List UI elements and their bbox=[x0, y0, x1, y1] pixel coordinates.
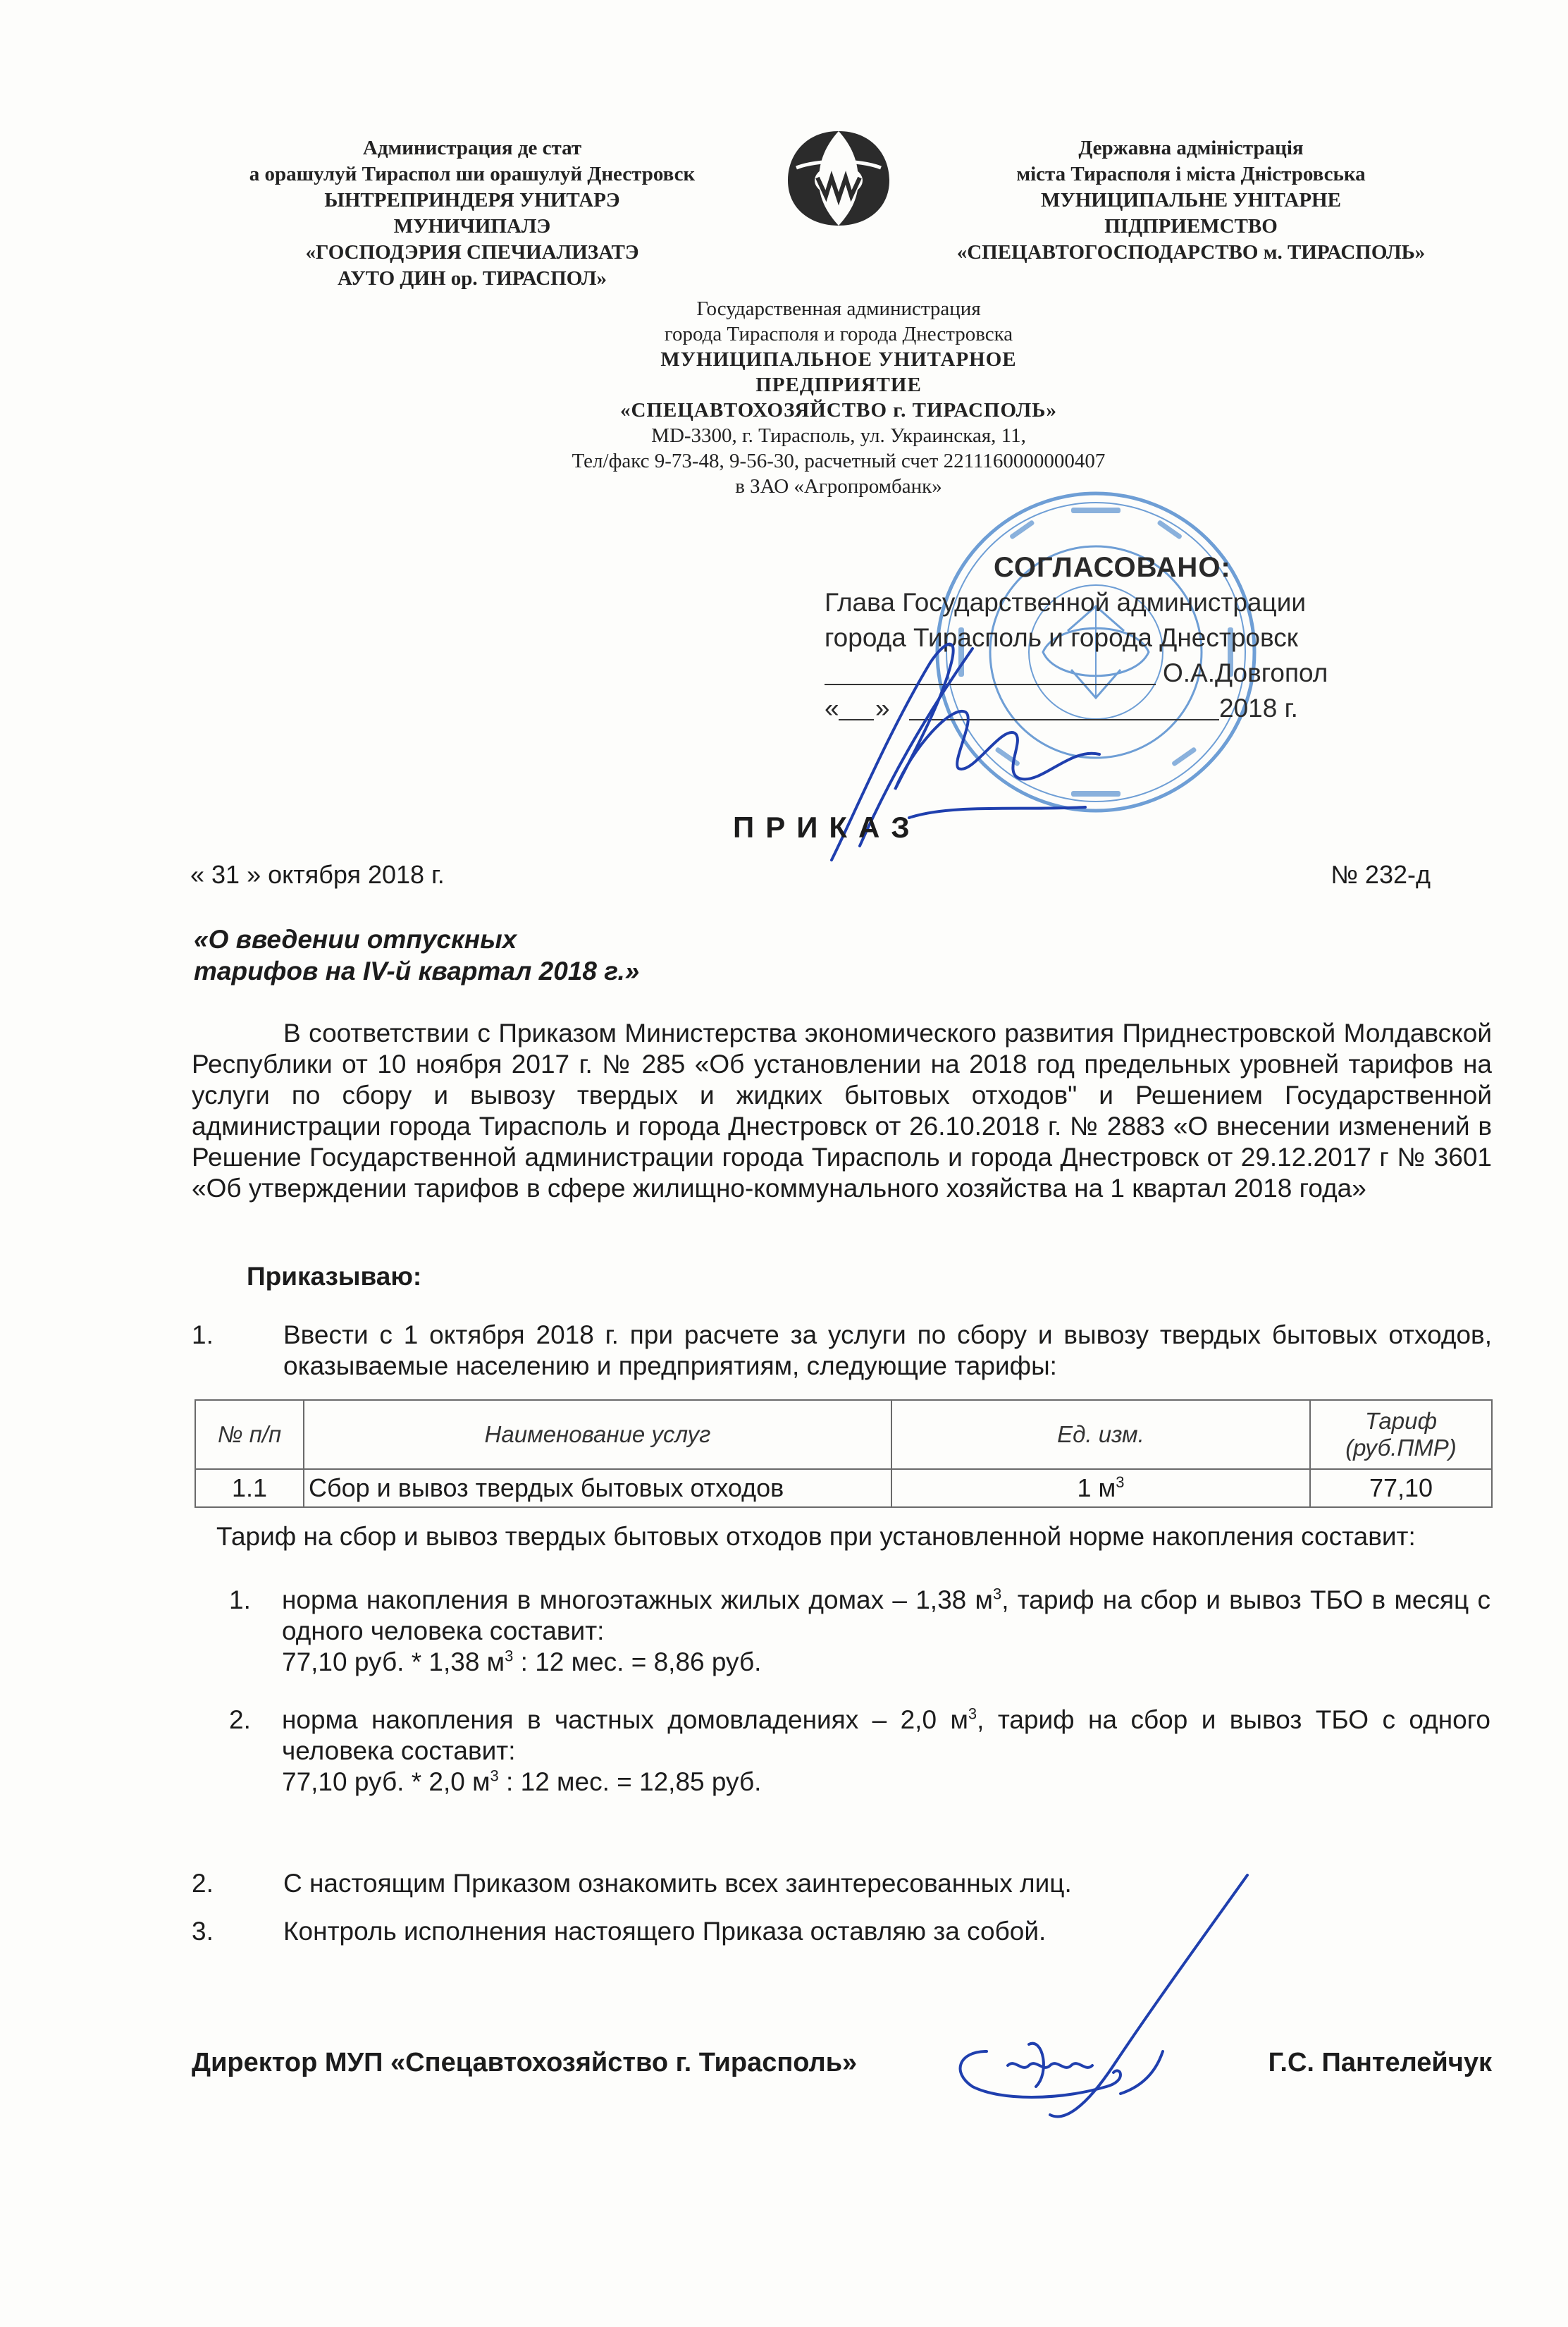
director-position: Директор МУП «Спецавтохозяйство г. Тирасполь» bbox=[192, 2048, 858, 2077]
sub-item-2-calc bbox=[282, 1767, 1490, 1798]
sub-item-2-number: 2. bbox=[229, 1705, 251, 1734]
row-service-name: Сбор и вывоз твердых бытовых отходов bbox=[304, 1469, 891, 1507]
approval-position-line2: города Тирасполь и города Днестровск bbox=[825, 623, 1298, 652]
order-number: № 232-д bbox=[1331, 860, 1431, 889]
sub-item-2-sup: 3 bbox=[968, 1705, 977, 1723]
header-service-name: Наименование услуг bbox=[304, 1400, 891, 1469]
sub-item-1-number: 1. bbox=[229, 1585, 251, 1614]
order-item-1-text: Ввести с 1 октября 2018 г. при расчете за услуги по сбору и вывозу твердых бытовых отходов, оказываемые населению и предприятиям, следующие тарифы: bbox=[283, 1320, 1492, 1380]
subject-line1: «О введении отпускных bbox=[194, 925, 517, 954]
row-number: 1.1 bbox=[195, 1469, 304, 1507]
sub-item-2-text-a: норма накопления в частных домовладениях – 2,0 м bbox=[282, 1705, 968, 1734]
header-center-address: MD-3300, г. Тирасполь, ул. Украинская, 11, bbox=[651, 424, 1026, 447]
order-item-3-text: Контроль исполнения настоящего Приказа оставляю за собой. bbox=[283, 1917, 1047, 1946]
approval-position-line1: Глава Государственной администрации bbox=[825, 588, 1307, 617]
sub-item-2 bbox=[229, 1705, 1490, 1798]
header-left-line4: МУНИЧИПАЛЭ bbox=[393, 215, 551, 238]
letterhead-russian bbox=[423, 296, 1254, 499]
approval-date-close-quote: » bbox=[875, 694, 890, 723]
company-logo-icon bbox=[782, 125, 895, 231]
letterhead-ukrainian bbox=[881, 135, 1501, 266]
approval-year: 2018 г. bbox=[1219, 694, 1298, 723]
row-unit-superscript: 3 bbox=[1116, 1473, 1125, 1491]
header-unit: Ед. изм. bbox=[891, 1400, 1310, 1469]
order-item-3 bbox=[192, 1916, 1492, 1947]
header-left-line5: «ГОСПОДЭРИЯ СПЕЧИАЛИЗАТЭ bbox=[305, 241, 639, 264]
header-center-line2: города Тирасполя и города Днестровска bbox=[664, 323, 1013, 345]
approval-signer-name: О.А.Довгопол bbox=[1163, 658, 1328, 687]
header-right-line3: МУНИЦИПАЛЬНЕ УНІТАРНЕ bbox=[1041, 189, 1341, 211]
header-center-line4: ПРЕДПРИЯТИЕ bbox=[755, 374, 922, 396]
order-item-2-number: 2. bbox=[192, 1869, 214, 1898]
header-right-line4: ПІДПРИЕМСТВО bbox=[1104, 215, 1278, 238]
sub-item-2-calc-a: 77,10 руб. * 2,0 м bbox=[282, 1767, 490, 1796]
header-tariff-label: Тариф bbox=[1364, 1408, 1438, 1434]
header-center-line3: МУНИЦИПАЛЬНОЕ УНИТАРНОЕ bbox=[660, 348, 1017, 371]
table-header-row bbox=[195, 1400, 1492, 1469]
sub-item-1-text-b: , тариф на сбор и вывоз ТБО в месяц с одного человека составит: bbox=[282, 1585, 1490, 1645]
subject-line2: тарифов на IV-й квартал 2018 г.» bbox=[194, 957, 640, 986]
order-item-2-text: С настоящим Приказом ознакомить всех заинтересованных лиц. bbox=[283, 1869, 1072, 1898]
header-left-line1: Администрация де стат bbox=[362, 137, 582, 159]
order-word: Приказываю: bbox=[247, 1262, 422, 1291]
order-date: « 31 » октября 2018 г. bbox=[190, 860, 445, 889]
sub-item-1-calc-sup: 3 bbox=[505, 1647, 514, 1665]
sub-item-1-calc-a: 77,10 руб. * 1,38 м bbox=[282, 1647, 505, 1676]
sub-item-2-calc-b: : 12 мес. = 12,85 руб. bbox=[498, 1767, 762, 1796]
header-number: № п/п bbox=[195, 1400, 304, 1469]
order-subject bbox=[194, 923, 639, 987]
sub-item-1 bbox=[229, 1585, 1490, 1678]
tariff-table bbox=[195, 1399, 1493, 1508]
tariff-note: Тариф на сбор и вывоз твердых бытовых отходов при установленной норме накопления составит: bbox=[216, 1522, 1416, 1551]
header-left-line3: ЫНТРЕПРИНДЕРЯ УНИТАРЭ bbox=[324, 189, 620, 211]
header-right-line1: Державна адміністрація bbox=[1078, 137, 1304, 159]
approval-date-open-quote: « bbox=[825, 694, 839, 723]
header-center-bank: в ЗАО «Агропромбанк» bbox=[735, 475, 942, 498]
row-unit-value: 1 м bbox=[1077, 1473, 1116, 1502]
header-center-line5: «СПЕЦАВТОХОЗЯЙСТВО г. ТИРАСПОЛЬ» bbox=[620, 399, 1057, 422]
row-unit bbox=[891, 1469, 1310, 1507]
header-right-line2: міста Тирасполя і міста Дністровська bbox=[1016, 163, 1366, 185]
sub-item-2-calc-sup: 3 bbox=[490, 1767, 499, 1785]
preamble-paragraph: В соответствии с Приказом Министерства экономического развития Приднестровской Молдавской Республики от 10 ноября 2017 г. № 285 «Об установлении на 2018 год предельных уровней тарифов на услуги по сбору и вывозу твердых и жидких бытовых отходов" и Решением Государственной администрации города Тирасполь и города Днестровск от 26.10.2018 г. № 2883 «О внесении изменений в Решение Государственной администрации города Тирасполь и города Днестровск от 29.12.2017 г № 3601 «Об утверждении тарифов в сфере жилищно-коммунального хозяйства на 1 квартал 2018 года» bbox=[192, 1019, 1492, 1203]
sub-item-1-calc-b: : 12 мес. = 8,86 руб. bbox=[513, 1647, 762, 1676]
order-item-1 bbox=[192, 1320, 1492, 1382]
director-signature-icon bbox=[944, 1861, 1254, 2129]
sub-item-1-calc bbox=[282, 1647, 1490, 1678]
row-price: 77,10 bbox=[1310, 1469, 1492, 1507]
header-center-phone: Тел/факс 9-73-48, 9-56-30, расчетный счет 2211160000000407 bbox=[572, 450, 1106, 472]
header-center-line1: Государственная администрация bbox=[696, 297, 981, 320]
director-name: Г.С. Пантелейчук bbox=[1268, 2048, 1492, 2077]
table-row bbox=[195, 1469, 1492, 1507]
sub-item-1-sup: 3 bbox=[992, 1585, 1002, 1603]
header-left-line6: АУТО ДИН ор. ТИРАСПОЛ» bbox=[337, 267, 607, 290]
sub-item-2-text-b: , тариф на сбор и вывоз ТБО с одного человека составит: bbox=[282, 1705, 1490, 1765]
order-item-1-number: 1. bbox=[192, 1320, 214, 1349]
header-tariff-currency: (руб.ПМР) bbox=[1345, 1435, 1457, 1461]
header-left-line2: а орашулуй Тираспол ши орашулуй Днестровск bbox=[249, 163, 696, 185]
letterhead-moldovan bbox=[183, 135, 761, 292]
order-item-2 bbox=[192, 1868, 1492, 1899]
document-title: ПРИКАЗ bbox=[733, 811, 921, 844]
sub-item-2-text bbox=[282, 1705, 1490, 1767]
header-tariff bbox=[1310, 1400, 1492, 1469]
sub-item-1-text bbox=[282, 1585, 1490, 1647]
approval-title: СОГЛАСОВАНО: bbox=[994, 552, 1231, 583]
order-item-3-number: 3. bbox=[192, 1917, 214, 1946]
sub-item-1-text-a: норма накопления в многоэтажных жилых домах – 1,38 м bbox=[282, 1585, 993, 1614]
header-right-line5: «СПЕЦАВТОГОСПОДАРСТВО м. ТИРАСПОЛЬ» bbox=[956, 241, 1426, 264]
